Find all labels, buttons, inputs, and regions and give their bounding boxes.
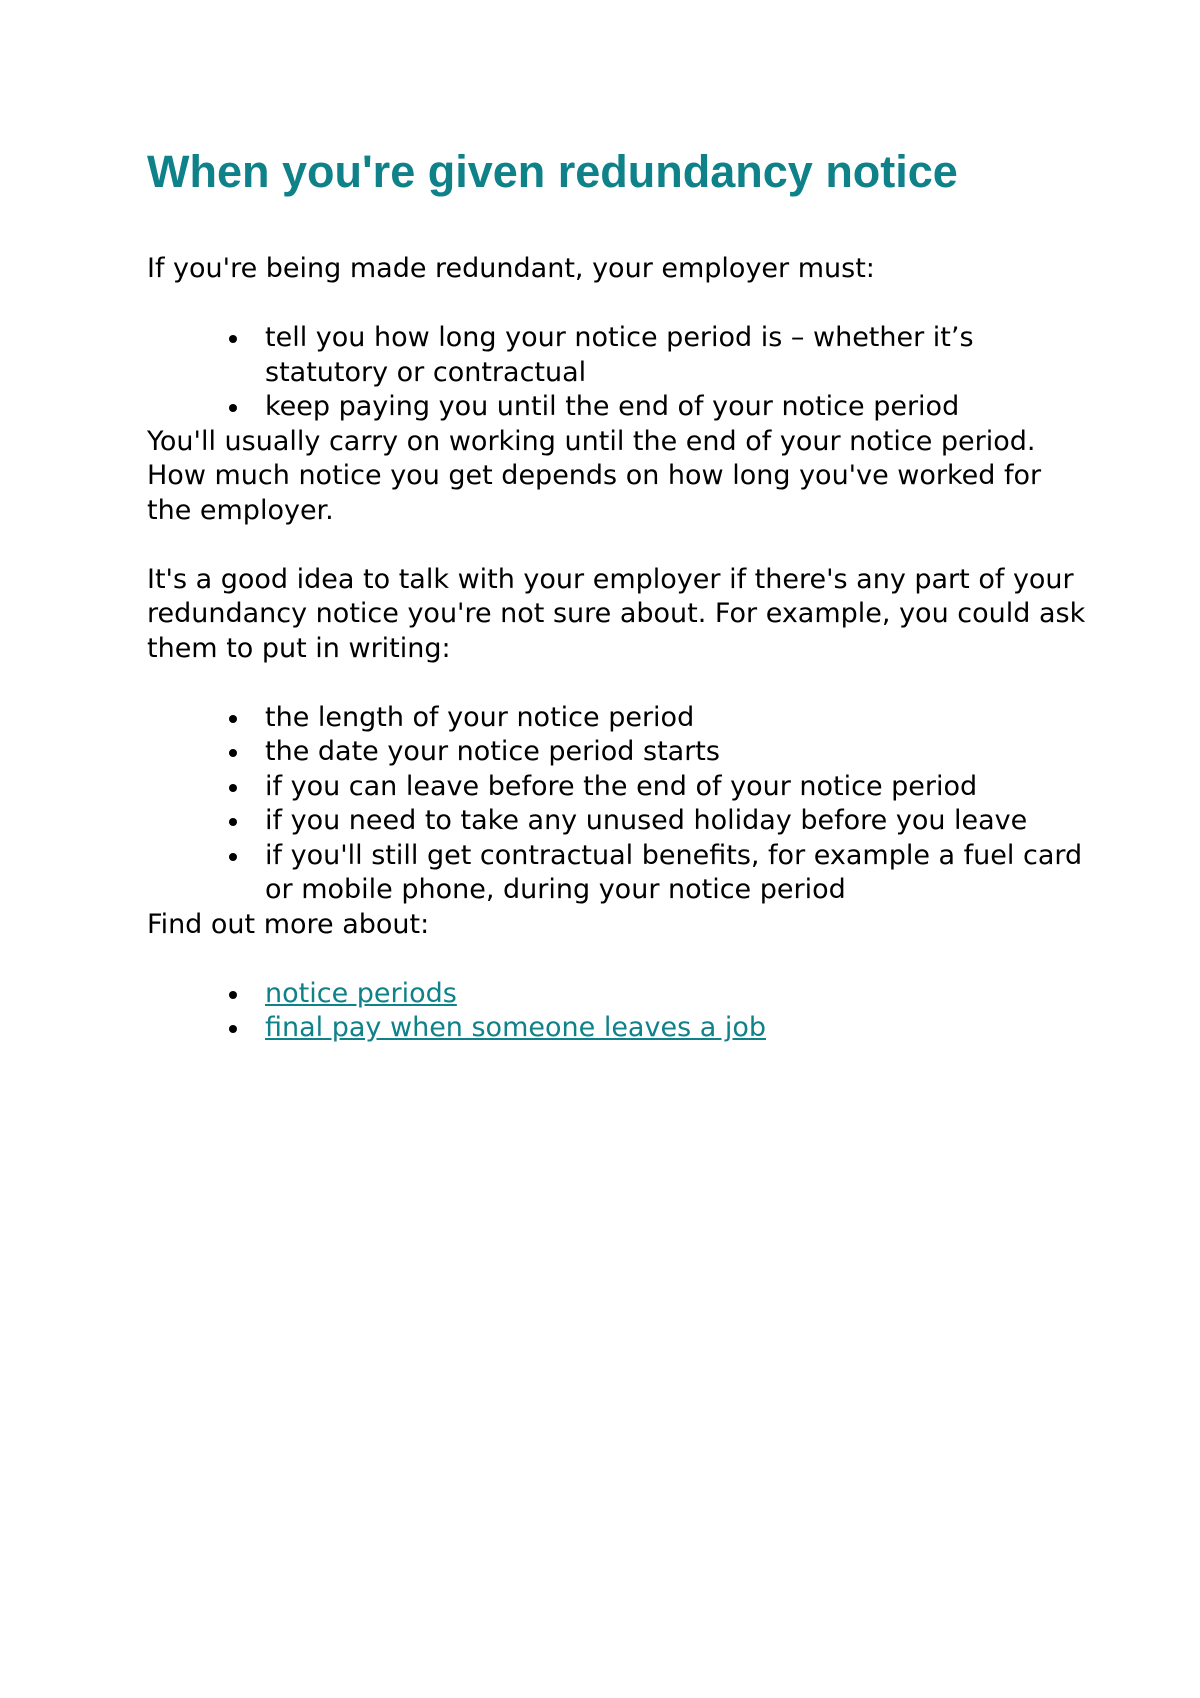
employer-must-list: [147, 321, 1087, 425]
notice-paragraph: You'll usually carry on working until the end of your notice period. How much notice you get depends on how long you've worked for the employer.: [147, 425, 1042, 526]
page-title: When you're given redundancy notice: [147, 146, 958, 197]
intro-paragraph: If you're being made redundant, your employer must:: [147, 253, 875, 284]
document-page: [147, 140, 1087, 1046]
related-links-list: [147, 977, 1087, 1046]
notice-periods-link[interactable]: notice periods: [265, 977, 457, 1009]
final-pay-link[interactable]: final pay when someone leaves a job: [265, 1012, 767, 1043]
put-in-writing-list: [147, 701, 1087, 908]
talk-paragraph: It's a good idea to talk with your employer if there's any part of your redundancy notice you're not sure about. For example, you could ask them to put in writing:: [147, 563, 1086, 664]
find-out-more-label: Find out more about:: [147, 908, 430, 940]
list-item: if you'll still get contractual benefits, for example a fuel card or mobile phone, during your notice period: [147, 839, 1087, 908]
list-item: tell you how long your notice period is – whether it’s statutory or contractual: [147, 321, 1087, 390]
list-item: [147, 1011, 1087, 1046]
list-item: the length of your notice period: [147, 701, 1087, 736]
list-item: [147, 977, 1087, 1012]
list-item: if you need to take any unused holiday before you leave: [147, 804, 1087, 839]
list-item: keep paying you until the end of your notice period: [147, 390, 1087, 425]
list-item: if you can leave before the end of your notice period: [147, 770, 1087, 805]
list-item: the date your notice period starts: [147, 735, 1087, 770]
